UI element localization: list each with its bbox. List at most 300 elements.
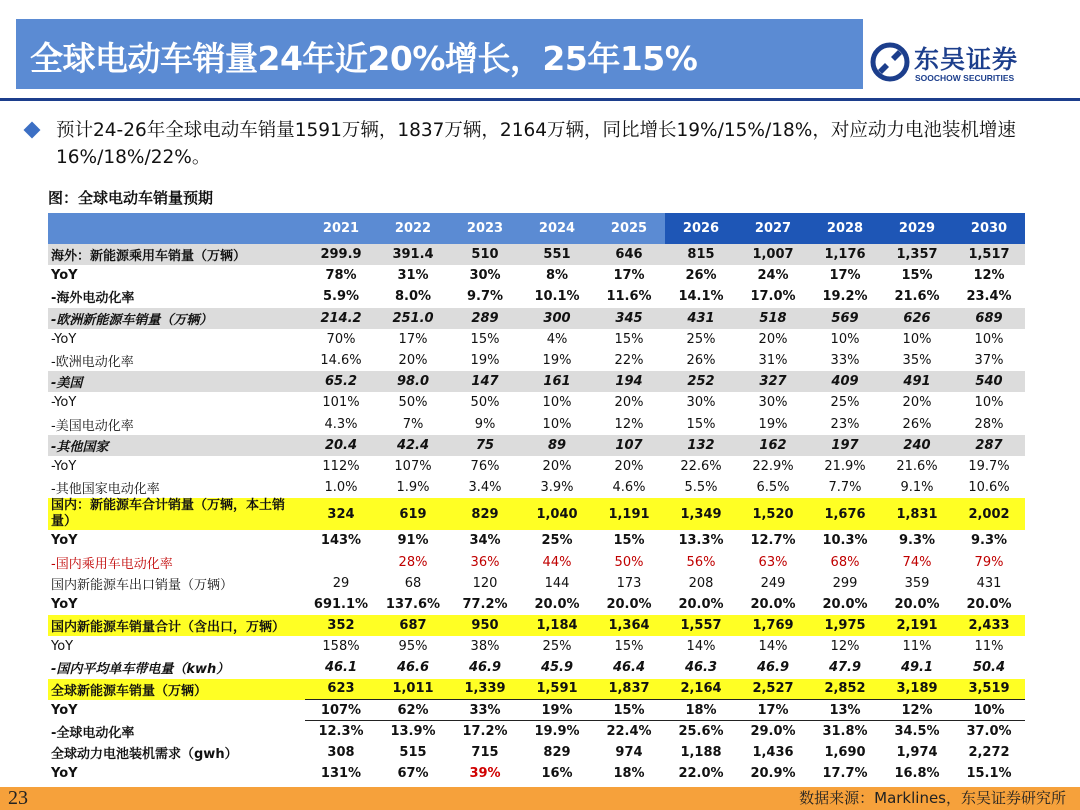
table-cell: 10% [542,395,572,411]
table-cell: 20% [758,331,788,347]
year-header: 2021 [305,213,377,244]
table-cell: 68 [404,575,422,591]
table-cell: 10.1% [534,289,580,305]
table-cell: 391.4 [377,244,449,265]
table-cell: 22.4% [606,724,652,740]
table-cell: 18% [613,766,645,782]
table-cell: 208 [688,575,714,591]
row-label: YoY [51,596,78,612]
table-cell: 5.5% [684,480,718,496]
table-row [48,329,1025,350]
ev-sales-forecast-table [48,213,1025,785]
table-cell: 1,176 [809,244,881,265]
table-cell: 324 [305,498,377,530]
table-row [48,244,1025,265]
table-cell: 34.5% [894,724,940,740]
table-cell: 14.1% [678,289,724,305]
table-cell: 38% [470,639,500,655]
table-row [48,265,1025,286]
table-cell: 1,357 [881,244,953,265]
table-cell: 3,519 [953,679,1025,700]
year-header: 2030 [953,213,1025,244]
table-cell: 25% [542,639,572,655]
logo-english-name: SOOCHOW SECURITIES [915,73,1015,83]
row-label: 全球新能源车销量（万辆） [48,679,305,700]
row-label: -YoY [51,331,77,347]
table-cell: 37% [974,353,1004,369]
table-cell: 2,272 [968,745,1010,761]
table-cell: 31.8% [822,724,868,740]
table-cell: 623 [305,679,377,700]
row-label: -其他国家 [48,435,305,456]
table-cell: 21.6% [896,458,938,474]
table-cell: 26% [686,353,716,369]
year-header: 2029 [881,213,953,244]
table-cell: 214.2 [305,308,377,329]
table-cell: 14% [686,639,716,655]
table-cell: 1,188 [680,745,722,761]
table-cell: 1,591 [521,679,593,700]
table-cell: 70% [326,331,356,347]
header-label-cell [48,213,305,244]
table-cell: 300 [521,308,593,329]
header-divider [0,98,1080,101]
table-cell: 1,769 [737,615,809,636]
table-cell: 20% [614,458,644,474]
table-cell: 626 [881,308,953,329]
table-cell: 12.7% [750,533,796,549]
table-cell: 551 [521,244,593,265]
table-cell: 46.1 [324,660,358,676]
table-cell: 79% [974,554,1004,570]
table-cell: 646 [593,244,665,265]
table-cell: 20.0% [678,596,724,612]
soochow-logo-icon [870,42,910,82]
table-cell: 359 [904,575,930,591]
table-cell: 89 [521,435,593,456]
row-label: YoY [51,533,78,549]
table-cell: 107% [305,700,377,721]
table-cell: 11% [974,639,1004,655]
table-cell: 36% [470,554,500,570]
table-cell: 30% [469,268,501,284]
table-cell: 25.6% [678,724,724,740]
table-cell: 9.3% [970,533,1008,549]
table-cell: 1,339 [449,679,521,700]
table-cell: 25% [830,395,860,411]
table-row [48,350,1025,371]
year-header: 2023 [449,213,521,244]
table-cell: 12% [973,268,1005,284]
table-cell: 20.0% [966,596,1012,612]
table-cell: 12% [614,416,644,432]
table-cell: 10% [902,331,932,347]
table-cell: 46.9 [756,660,790,676]
table-cell: 299 [832,575,858,591]
table-cell: 11.6% [606,289,652,305]
table-cell: 540 [953,371,1025,392]
table-cell: 29 [332,575,350,591]
table-cell: 20% [542,458,572,474]
table-cell: 26% [685,268,717,284]
table-cell: 20.0% [894,596,940,612]
table-cell: 13.3% [678,533,724,549]
table-cell: 46.6 [396,660,430,676]
bullet-diamond-icon [24,122,41,139]
table-cell: 45.9 [540,660,574,676]
table-cell: 352 [305,615,377,636]
table-cell: 20% [614,395,644,411]
row-label: 国内：新能源车合计销量（万辆，本土销量） [48,498,305,530]
table-row [48,435,1025,456]
table-cell: 15% [901,268,933,284]
table-cell: 2,852 [809,679,881,700]
table-cell: 1,364 [593,615,665,636]
table-cell: 829 [543,745,571,761]
table-cell: 35% [902,353,932,369]
table-cell: 131% [320,766,362,782]
year-header: 2028 [809,213,881,244]
table-cell: 1,436 [752,745,794,761]
row-label: 海外：新能源乘用车销量（万辆） [48,244,305,265]
year-header: 2022 [377,213,449,244]
table-cell: 4.3% [324,416,358,432]
table-cell: 15% [614,639,644,655]
table-cell: 691.1% [313,596,369,612]
table-cell: 76% [470,458,500,474]
table-row [48,477,1025,498]
table-cell: 16.8% [894,766,940,782]
table-cell: 9.7% [466,289,504,305]
table-cell: 197 [809,435,881,456]
table-row [48,530,1025,551]
table-row [48,551,1025,572]
table-cell: 240 [881,435,953,456]
data-source: 数据来源：Marklines，东吴证券研究所 [799,789,1066,807]
table-cell: 67% [397,766,429,782]
table-cell: 137.6% [385,596,441,612]
table-cell: 7% [402,416,424,432]
table-cell: 1,831 [881,498,953,530]
table-cell: 16% [541,766,573,782]
row-label: -美国 [48,371,305,392]
table-cell: 17% [737,700,809,721]
row-label: -国内平均单车带电量（kwh） [51,662,230,678]
footer-bar [0,787,1080,810]
table-cell: 9.1% [900,480,934,496]
table-cell: 30% [758,395,788,411]
table-cell: 8.0% [394,289,432,305]
row-label: 全球动力电池装机需求（gwh） [51,747,238,763]
table-cell: 11% [902,639,932,655]
table-cell: 287 [953,435,1025,456]
table-cell: 1,676 [809,498,881,530]
table-cell: 4% [546,331,568,347]
table-cell: 77.2% [462,596,508,612]
table-cell: 3.9% [540,480,574,496]
table-cell: 21.6% [894,289,940,305]
table-cell: 62% [377,700,449,721]
table-cell: 15% [470,331,500,347]
table-cell: 46.9 [468,660,502,676]
table-cell: 50% [398,395,428,411]
table-cell: 17.0% [750,289,796,305]
table-cell: 33% [830,353,860,369]
table-cell: 619 [377,498,449,530]
table-row [48,594,1025,615]
table-cell: 120 [472,575,498,591]
table-cell: 2,164 [665,679,737,700]
figure-caption: 图：全球电动车销量预期 [48,189,214,207]
row-label: 国内新能源车出口销量（万辆） [51,577,234,593]
table-cell: 19% [758,416,788,432]
table-cell: 345 [593,308,665,329]
table-row [48,573,1025,594]
table-row [48,392,1025,413]
table-cell: 2,002 [953,498,1025,530]
table-cell: 12% [881,700,953,721]
row-label: -欧洲电动化率 [51,355,134,371]
table-cell: 5.9% [322,289,360,305]
table-cell: 91% [397,533,429,549]
table-cell: 78% [325,268,357,284]
row-label: -欧洲新能源车销量（万辆） [48,308,305,329]
table-cell: 8% [545,268,569,284]
table-row [48,657,1025,678]
table-cell: 715 [471,745,499,761]
table-cell: 12% [830,639,860,655]
slide-title: 全球电动车销量24年近20%增长，25年15% [30,39,698,78]
table-cell: 687 [377,615,449,636]
table-cell: 15% [593,700,665,721]
table-cell: 50% [614,554,644,570]
table-cell: 162 [737,435,809,456]
table-cell: 31% [758,353,788,369]
table-row [48,456,1025,477]
table-header-row [48,213,1025,244]
row-label: YoY [51,639,74,655]
year-header: 2026 [665,213,737,244]
table-cell: 17.7% [822,766,868,782]
table-cell: 1,011 [377,679,449,700]
row-label: -YoY [51,458,77,474]
table-cell: 19.9% [534,724,580,740]
table-cell: 22.9% [752,458,794,474]
row-label: YoY [51,702,78,718]
table-cell: 289 [449,308,521,329]
row-label: -其他国家电动化率 [51,482,160,498]
table-cell: 1,690 [824,745,866,761]
table-cell: 194 [593,371,665,392]
table-cell: 12.3% [318,724,364,740]
table-cell: 144 [544,575,570,591]
table-cell: 30% [686,395,716,411]
table-cell: 107% [394,458,432,474]
table-cell [305,551,377,572]
table-cell: 25% [541,533,573,549]
table-cell: 33% [449,700,521,721]
table-cell: 10% [974,331,1004,347]
brand-logo [870,40,1070,90]
table-cell: 132 [665,435,737,456]
table-cell: 249 [760,575,786,591]
row-label: 国内新能源车销量合计（含出口，万辆） [48,615,305,636]
table-cell: 101% [322,395,360,411]
title-banner [16,19,863,89]
table-cell: 47.9 [828,660,862,676]
table-cell: 29.0% [750,724,796,740]
table-cell: 20.9% [750,766,796,782]
table-cell: 39% [469,766,501,782]
table-row [48,286,1025,307]
table-cell: 37.0% [966,724,1012,740]
table-cell: 10.6% [968,480,1010,496]
table-row [48,371,1025,392]
table-cell: 1,520 [737,498,809,530]
table-cell: 10% [974,395,1004,411]
table-cell: 20.0% [534,596,580,612]
year-header: 2024 [521,213,593,244]
row-label: -YoY [51,395,77,411]
table-cell: 112% [322,458,360,474]
table-cell: 1,837 [593,679,665,700]
table-cell: 34% [469,533,501,549]
table-cell: 22.0% [678,766,724,782]
table-cell: 10% [542,416,572,432]
table-cell: 518 [737,308,809,329]
table-row [48,742,1025,763]
table-cell: 25% [686,331,716,347]
table-cell: 20.4 [305,435,377,456]
table-cell: 14.6% [320,353,362,369]
table-cell: 28% [398,554,428,570]
table-cell: 1,517 [953,244,1025,265]
table-cell: 19% [521,700,593,721]
table-cell: 20.0% [822,596,868,612]
table-cell: 46.3 [684,660,718,676]
table-cell: 2,433 [953,615,1025,636]
table-cell: 56% [686,554,716,570]
table-cell: 299.9 [305,244,377,265]
table-cell: 13.9% [390,724,436,740]
table-cell: 68% [830,554,860,570]
table-cell: 19.7% [968,458,1010,474]
table-cell: 20% [398,353,428,369]
table-row [48,414,1025,435]
year-header: 2025 [593,213,665,244]
table-cell: 28% [974,416,1004,432]
table-cell: 974 [615,745,643,761]
table-cell: 19% [542,353,572,369]
table-cell: 17% [829,268,861,284]
table-cell: 18% [665,700,737,721]
table-cell: 409 [809,371,881,392]
table-cell: 15% [686,416,716,432]
table-cell: 98.0 [377,371,449,392]
table-cell: 107 [593,435,665,456]
table-cell: 20% [902,395,932,411]
table-cell: 7.7% [828,480,862,496]
year-header: 2027 [737,213,809,244]
table-cell: 1,040 [521,498,593,530]
table-cell: 49.1 [900,660,934,676]
table-cell: 2,527 [737,679,809,700]
summary-bullet: 预计24-26年全球电动车销量1591万辆，1837万辆，2164万辆，同比增长19%/15%/18%，对应动力电池装机增速16%/18%/22%。 [56,120,1016,168]
table-cell: 9.3% [898,533,936,549]
table-cell: 22% [614,353,644,369]
table-cell: 161 [521,371,593,392]
table-cell: 569 [809,308,881,329]
table-cell: 44% [542,554,572,570]
table-row [48,721,1025,742]
table-cell: 689 [953,308,1025,329]
table-cell: 14% [758,639,788,655]
table-cell: 21.9% [824,458,866,474]
table-cell: 158% [322,639,360,655]
table-cell: 252 [665,371,737,392]
table-cell: 1,974 [896,745,938,761]
row-label: -国内乘用车电动化率 [51,556,173,572]
table-cell: 815 [665,244,737,265]
table-cell: 308 [327,745,355,761]
table-cell: 46.4 [612,660,646,676]
table-cell: 1,975 [809,615,881,636]
table-cell: 1,191 [593,498,665,530]
row-label: YoY [51,268,78,284]
table-cell: 147 [449,371,521,392]
table-cell: 23.4% [966,289,1012,305]
table-cell: 19% [470,353,500,369]
table-cell: 50% [470,395,500,411]
table-row [48,679,1025,700]
table-cell: 10.3% [822,533,868,549]
table-cell: 950 [449,615,521,636]
table-row [48,615,1025,636]
table-cell: 173 [616,575,642,591]
table-cell: 17.2% [462,724,508,740]
table-cell: 42.4 [377,435,449,456]
table-cell: 1,184 [521,615,593,636]
row-label: -美国电动化率 [51,418,134,434]
table-cell: 143% [320,533,362,549]
table-cell: 31% [397,268,429,284]
table-cell: 63% [758,554,788,570]
table-cell: 95% [398,639,428,655]
table-row [48,763,1025,784]
table-cell: 1.9% [396,480,430,496]
table-cell: 1,349 [665,498,737,530]
table-cell: 10% [953,700,1025,721]
page-number: 23 [8,787,28,809]
table-cell: 251.0 [377,308,449,329]
row-label: -海外电动化率 [51,291,135,307]
table-cell: 2,191 [881,615,953,636]
table-cell: 20.0% [750,596,796,612]
table-cell: 491 [881,371,953,392]
table-cell: 74% [902,554,932,570]
table-cell: 13% [809,700,881,721]
table-cell: 20.0% [606,596,652,612]
table-cell: 24% [757,268,789,284]
table-cell: 4.6% [612,480,646,496]
table-cell: 431 [976,575,1002,591]
table-cell: 327 [737,371,809,392]
table-cell: 10% [830,331,860,347]
table-cell: 6.5% [756,480,790,496]
table-row [48,308,1025,329]
table-cell: 19.2% [822,289,868,305]
table-cell: 22.6% [680,458,722,474]
